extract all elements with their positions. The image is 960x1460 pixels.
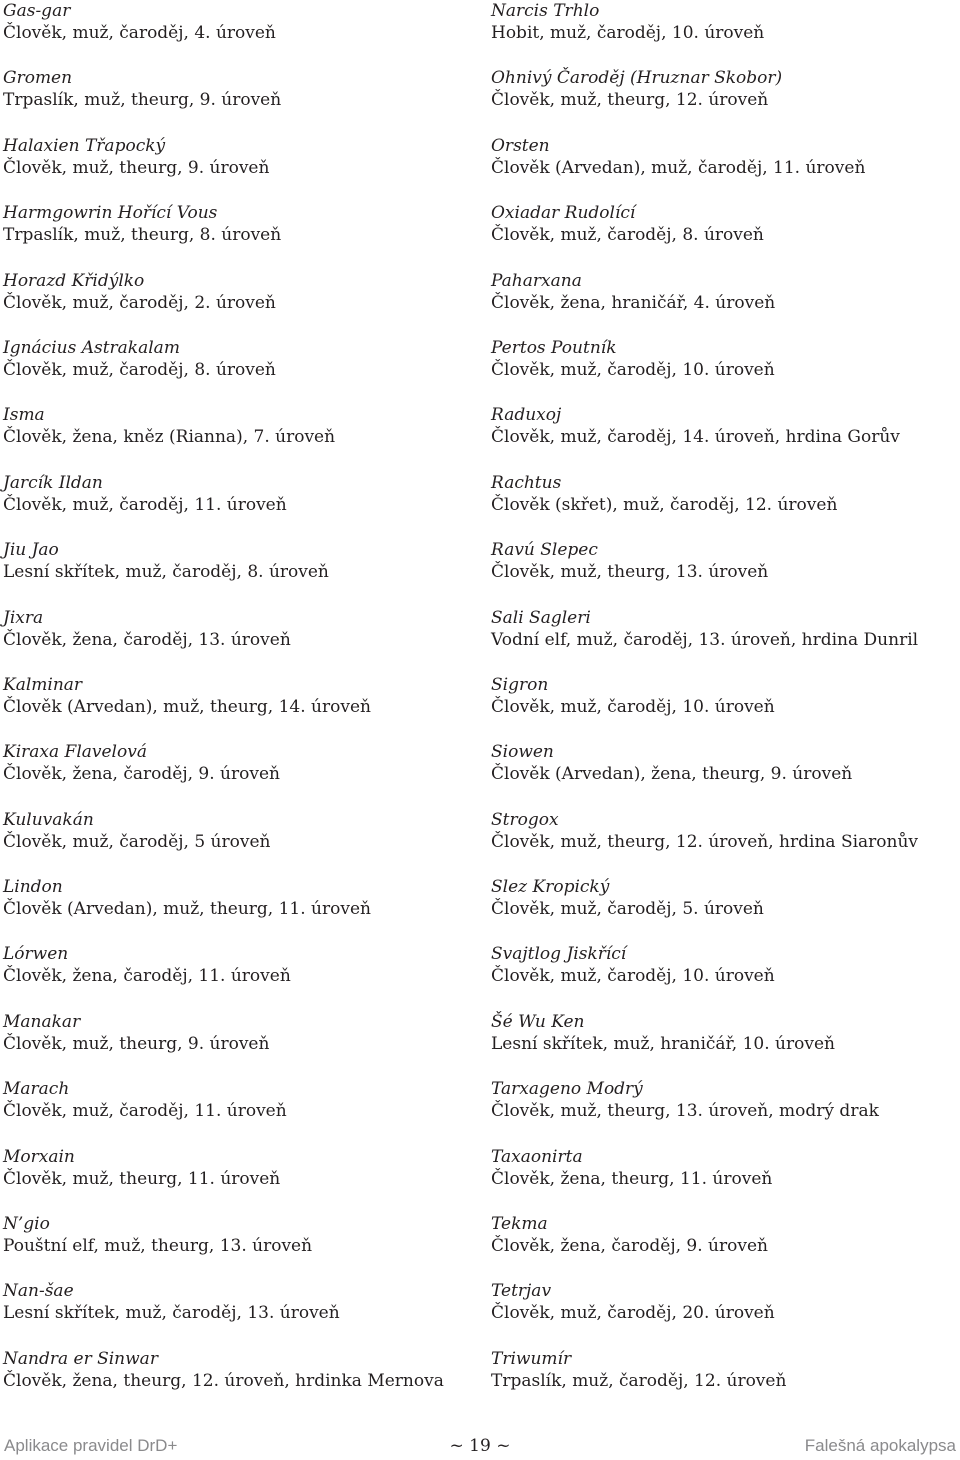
character-entry: [491, 539, 956, 606]
character-name: Sigron: [491, 674, 549, 695]
character-name: Jarcík Ildan: [3, 472, 103, 493]
character-name: Strogox: [491, 809, 559, 830]
character-description: Člověk, muž, čaroděj, 14. úroveň, hrdina Gorův: [491, 427, 900, 448]
character-entry: [3, 876, 473, 943]
character-description: Člověk, žena, čaroděj, 9. úroveň: [3, 764, 280, 785]
character-description: Člověk, muž, čaroděj, 2. úroveň: [3, 292, 276, 313]
character-description: Člověk, muž, theurg, 9. úroveň: [3, 1033, 270, 1054]
character-name: Triwumír: [491, 1348, 572, 1369]
character-description: Člověk, žena, čaroděj, 13. úroveň: [3, 629, 291, 650]
character-entry: [491, 1213, 956, 1280]
character-description: Člověk (Arvedan), žena, theurg, 9. úroveň: [491, 764, 853, 785]
character-entry: [3, 607, 473, 674]
right-column: [491, 0, 956, 1415]
character-name: Paharxana: [491, 270, 582, 291]
footer-module-title: Falešná apokalypsa: [804, 1436, 956, 1455]
character-entry: [3, 674, 473, 741]
character-description: Trpaslík, muž, čaroděj, 12. úroveň: [491, 1370, 787, 1391]
character-description: Člověk (skřet), muž, čaroděj, 12. úroveň: [491, 494, 838, 515]
character-entry: [491, 135, 956, 202]
character-name: Rachtus: [491, 472, 562, 493]
character-entry: [491, 1280, 956, 1347]
left-column: [3, 0, 473, 1415]
character-entry: [491, 0, 956, 67]
character-name: N’gio: [3, 1214, 50, 1235]
character-name: Jixra: [3, 607, 44, 628]
character-entry: [3, 404, 473, 471]
character-entry: [491, 202, 956, 269]
character-description: Člověk, muž, čaroděj, 10. úroveň: [491, 696, 775, 717]
character-name: Sali Sagleri: [491, 607, 591, 628]
character-name: Halaxien Třapocký: [3, 135, 166, 156]
character-name: Svajtlog Jiskřící: [491, 944, 627, 965]
character-name: Kalminar: [3, 674, 83, 695]
character-name: Marach: [3, 1079, 70, 1100]
character-name: Slez Kropický: [491, 877, 610, 898]
character-description: Člověk, žena, theurg, 12. úroveň, hrdinka Mernova: [3, 1370, 444, 1391]
character-name: Lórwen: [3, 944, 69, 965]
character-description: Trpaslík, muž, theurg, 8. úroveň: [3, 225, 282, 246]
character-entry: [491, 741, 956, 808]
character-description: Člověk, muž, theurg, 13. úroveň, modrý drak: [491, 1101, 879, 1122]
character-description: Člověk, žena, hraničář, 4. úroveň: [491, 292, 776, 313]
character-name: Ravú Slepec: [491, 540, 598, 561]
character-entry: [3, 270, 473, 337]
character-entry: [491, 270, 956, 337]
character-entry: [3, 472, 473, 539]
character-entry: [3, 135, 473, 202]
character-description: Trpaslík, muž, theurg, 9. úroveň: [3, 90, 282, 111]
character-description: Člověk, muž, čaroděj, 5 úroveň: [3, 831, 271, 852]
character-entry: [3, 1078, 473, 1145]
character-name: Orsten: [491, 135, 550, 156]
character-name: Manakar: [3, 1011, 81, 1032]
character-name: Pertos Poutník: [491, 337, 617, 358]
character-name: Nandra er Sinwar: [3, 1348, 158, 1369]
character-description: Pouštní elf, muž, theurg, 13. úroveň: [3, 1236, 313, 1257]
character-name: Šé Wu Ken: [491, 1011, 585, 1032]
character-name: Tarxageno Modrý: [491, 1079, 643, 1100]
character-entry: [491, 404, 956, 471]
character-description: Člověk, muž, theurg, 11. úroveň: [3, 1168, 281, 1189]
character-name: Gas-gar: [3, 1, 71, 21]
character-entry: [3, 943, 473, 1010]
character-description: Člověk, muž, čaroděj, 11. úroveň: [3, 1101, 287, 1122]
character-name: Gromen: [3, 68, 73, 89]
character-name: Isma: [3, 405, 45, 426]
character-entry: [491, 1348, 956, 1415]
character-description: Člověk, muž, theurg, 12. úroveň: [491, 90, 769, 111]
character-description: Vodní elf, muž, čaroděj, 13. úroveň, hrdina Dunril: [491, 629, 919, 650]
character-entry: [3, 0, 473, 67]
character-description: Člověk, muž, čaroděj, 20. úroveň: [491, 1303, 775, 1324]
character-entry: [3, 67, 473, 134]
character-description: Člověk, muž, theurg, 9. úroveň: [3, 157, 270, 178]
character-entry: [491, 674, 956, 741]
character-entry: [491, 1011, 956, 1078]
character-entry: [3, 741, 473, 808]
character-entry: [491, 809, 956, 876]
character-name: Raduxoj: [491, 405, 562, 426]
character-entry: [491, 1146, 956, 1213]
character-description: Člověk, žena, čaroděj, 11. úroveň: [3, 966, 291, 987]
character-description: Člověk, žena, čaroděj, 9. úroveň: [491, 1236, 768, 1257]
character-name: Horazd Křidýlko: [3, 270, 145, 291]
character-description: Člověk (Arvedan), muž, theurg, 14. úroveň: [3, 696, 371, 717]
character-description: Člověk, muž, čaroděj, 11. úroveň: [3, 494, 287, 515]
character-description: Lesní skřítek, muž, hraničář, 10. úroveň: [491, 1033, 835, 1054]
character-description: Člověk, muž, čaroděj, 10. úroveň: [491, 359, 775, 380]
character-description: Hobit, muž, čaroděj, 10. úroveň: [491, 23, 765, 43]
footer-book-title: Aplikace pravidel DrD+: [4, 1436, 178, 1455]
character-entry: [491, 1078, 956, 1145]
character-name: Nan-šae: [3, 1281, 74, 1302]
character-description: Člověk, muž, theurg, 12. úroveň, hrdina Siaronův: [491, 831, 919, 852]
character-name: Kuluvakán: [3, 809, 94, 830]
character-description: Člověk, muž, čaroděj, 8. úroveň: [491, 225, 764, 246]
character-entry: [491, 472, 956, 539]
character-entry: [491, 876, 956, 943]
character-description: Člověk (Arvedan), muž, theurg, 11. úroveň: [3, 899, 371, 920]
character-entry: [491, 607, 956, 674]
character-name: Ignácius Astrakalam: [3, 337, 180, 358]
character-name: Tetrjav: [491, 1281, 552, 1302]
character-name: Tekma: [491, 1214, 548, 1235]
character-name: Narcis Trhlo: [491, 1, 600, 21]
character-entry: [3, 1348, 473, 1415]
page-number: ~ 19 ~: [449, 1436, 511, 1456]
character-description: Člověk (Arvedan), muž, čaroděj, 11. úroveň: [491, 157, 866, 178]
character-description: Člověk, žena, theurg, 11. úroveň: [491, 1168, 773, 1189]
character-entry: [491, 943, 956, 1010]
character-entry: [491, 67, 956, 134]
character-description: Člověk, žena, kněz (Rianna), 7. úroveň: [3, 427, 336, 448]
character-description: Člověk, muž, čaroděj, 4. úroveň: [3, 23, 276, 43]
character-entry: [3, 539, 473, 606]
character-entry: [3, 1280, 473, 1347]
character-name: Lindon: [3, 877, 63, 898]
character-entry: [491, 337, 956, 404]
character-entry: [3, 1011, 473, 1078]
character-description: Lesní skřítek, muž, čaroděj, 13. úroveň: [3, 1303, 340, 1324]
character-entry: [3, 337, 473, 404]
character-entry: [3, 1213, 473, 1280]
character-name: Morxain: [3, 1146, 75, 1167]
character-name: Siowen: [491, 742, 554, 763]
character-name: Jiu Jao: [3, 540, 59, 561]
page-footer: [0, 1436, 960, 1460]
character-name: Oxiadar Rudolící: [491, 203, 636, 224]
character-entry: [3, 202, 473, 269]
character-name: Ohnivý Čaroděj (Hruznar Skobor): [491, 68, 783, 89]
character-description: Člověk, muž, čaroděj, 5. úroveň: [491, 899, 764, 920]
character-description: Lesní skřítek, muž, čaroděj, 8. úroveň: [3, 562, 329, 583]
character-description: Člověk, muž, čaroděj, 10. úroveň: [491, 966, 775, 987]
character-name: Taxaonirta: [491, 1146, 583, 1167]
character-entry: [3, 1146, 473, 1213]
character-description: Člověk, muž, čaroděj, 8. úroveň: [3, 359, 276, 380]
character-description: Člověk, muž, theurg, 13. úroveň: [491, 562, 769, 583]
character-name: Harmgowrin Hořící Vous: [3, 203, 218, 224]
character-entry: [3, 809, 473, 876]
character-name: Kiraxa Flavelová: [3, 742, 147, 763]
